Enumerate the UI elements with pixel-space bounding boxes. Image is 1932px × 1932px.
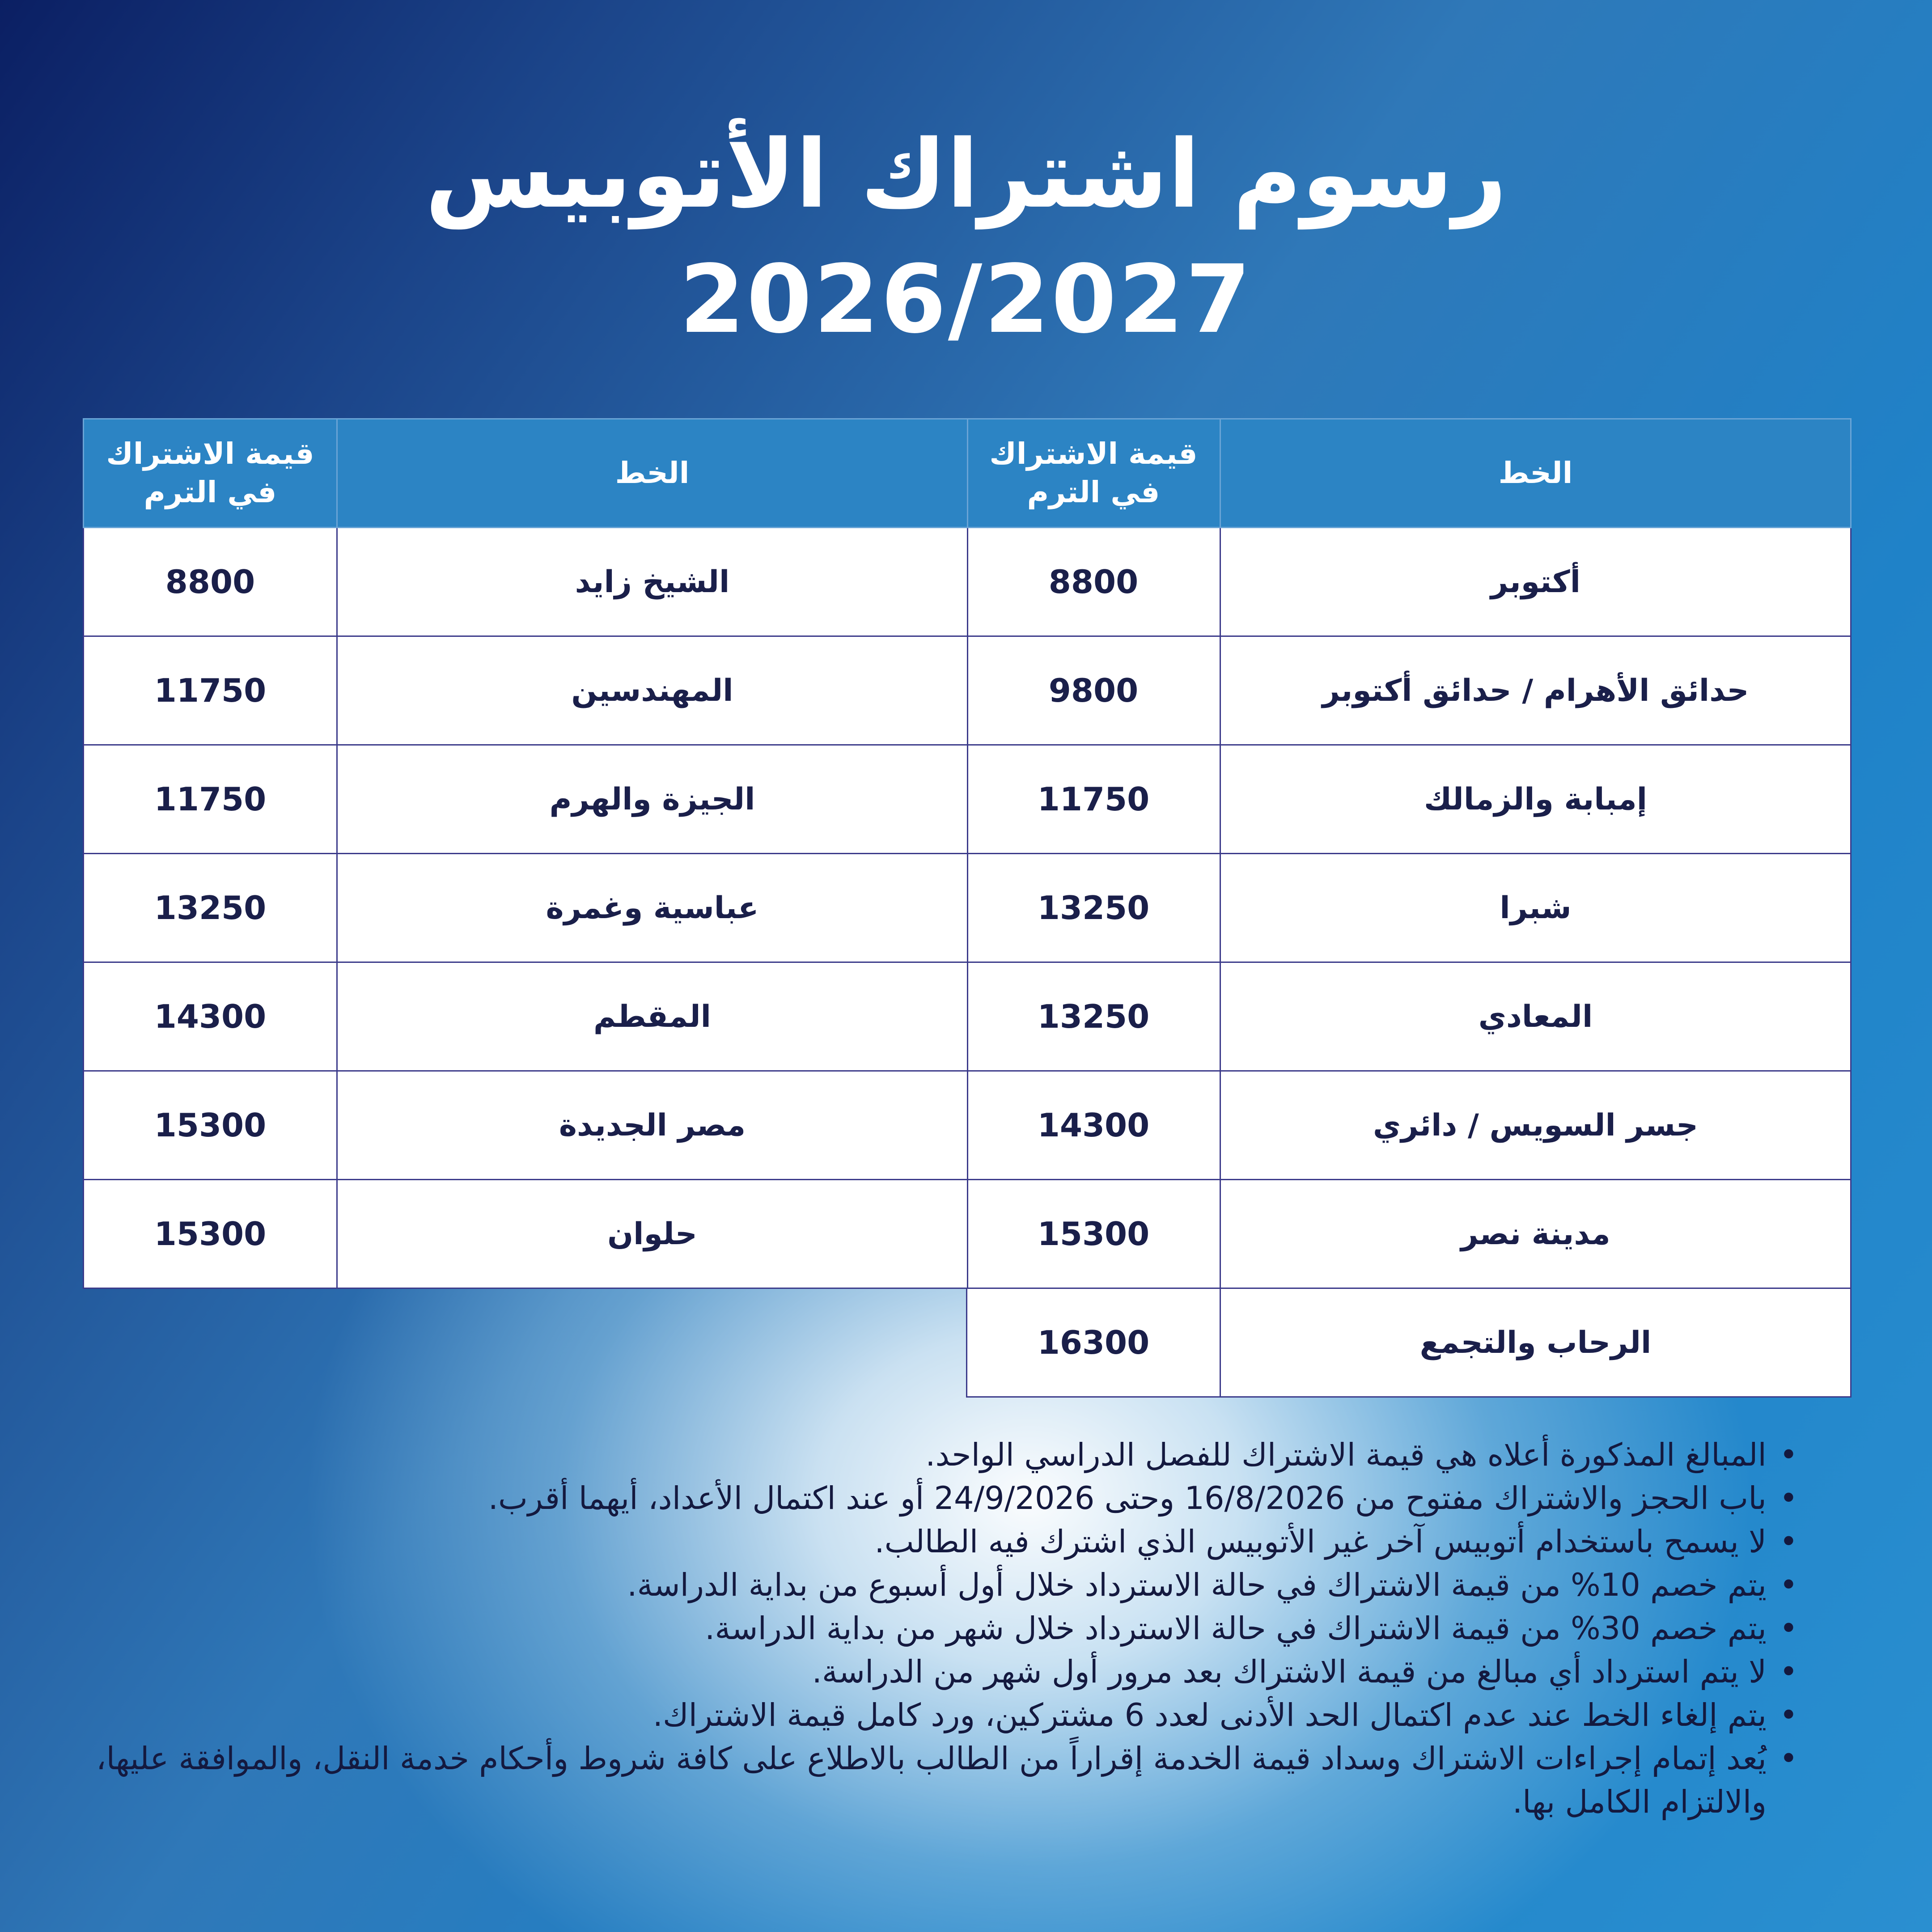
list-item: • يتم خصم 30% من قيمة الاشتراك في حالة الاسترداد خلال شهر من بداية الدراسة. — [72, 1607, 1798, 1650]
line-cell: عباسية وغمرة — [337, 854, 968, 962]
table-header-row — [967, 419, 1851, 528]
table-row — [84, 1071, 968, 1180]
line-cell: شبرا — [1220, 854, 1851, 962]
header-line: الخط — [337, 419, 968, 528]
list-item: • يتم خصم 10% من قيمة الاشتراك في حالة الاسترداد خلال أول أسبوع من بداية الدراسة. — [72, 1563, 1798, 1607]
price-cell: 15300 — [967, 1180, 1220, 1288]
list-item: • باب الحجز والاشتراك مفتوح من 16/8/2026 وحتى 24/9/2026 أو عند اكتمال الأعداد، أيهما أقرب. — [72, 1477, 1798, 1520]
table-row — [967, 528, 1851, 636]
price-cell: 9800 — [967, 636, 1220, 745]
price-cell: 14300 — [84, 962, 337, 1071]
page-title — [0, 112, 1932, 362]
table-row — [84, 528, 968, 636]
fees-table-right — [966, 418, 1852, 1398]
list-item: • لا يتم استرداد أي مبالغ من قيمة الاشتراك بعد مرور أول شهر من الدراسة. — [72, 1650, 1798, 1694]
header-price: قيمة الاشتراك في الترم — [967, 419, 1220, 528]
table-row — [967, 1288, 1851, 1397]
line-cell: حدائق الأهرام / حدائق أكتوبر — [1220, 636, 1851, 745]
table-row — [967, 962, 1851, 1071]
price-cell: 16300 — [967, 1288, 1220, 1397]
table-row — [967, 1180, 1851, 1288]
price-cell: 11750 — [84, 745, 337, 854]
line-cell: أكتوبر — [1220, 528, 1851, 636]
table-row — [84, 854, 968, 962]
table-row — [84, 1180, 968, 1288]
line-cell: المهندسين — [337, 636, 968, 745]
line-cell: حلوان — [337, 1180, 968, 1288]
list-item: • يتم إلغاء الخط عند عدم اكتمال الحد الأدنى لعدد 6 مشتركين، ورد كامل قيمة الاشتراك. — [72, 1694, 1798, 1737]
table-row — [967, 745, 1851, 854]
price-cell: 11750 — [967, 745, 1220, 854]
list-item: • لا يسمح باستخدام أتوبيس آخر غير الأتوبيس الذي اشترك فيه الطالب. — [72, 1520, 1798, 1563]
line-cell: المقطم — [337, 962, 968, 1071]
table-row — [967, 636, 1851, 745]
fees-table-left — [83, 418, 968, 1289]
price-cell: 15300 — [84, 1071, 337, 1180]
table-row — [84, 745, 968, 854]
price-cell: 15300 — [84, 1180, 337, 1288]
list-item: • يُعد إتمام إجراءات الاشتراك وسداد قيمة الخدمة إقراراً من الطالب بالاطلاع على كافة شروط وأحكام خدمة النقل، والموافقة عليها، والالتزام الكامل بها. — [72, 1737, 1798, 1824]
line-cell: الجيزة والهرم — [337, 745, 968, 854]
terms-list — [72, 1433, 1798, 1824]
line-cell: الشيخ زايد — [337, 528, 968, 636]
price-cell: 8800 — [84, 528, 337, 636]
table-row — [84, 636, 968, 745]
line-cell: جسر السويس / دائري — [1220, 1071, 1851, 1180]
price-cell: 13250 — [84, 854, 337, 962]
header-line: الخط — [1220, 419, 1851, 528]
table-row — [967, 854, 1851, 962]
line-cell: إمبابة والزمالك — [1220, 745, 1851, 854]
line-cell: مصر الجديدة — [337, 1071, 968, 1180]
price-cell: 13250 — [967, 962, 1220, 1071]
table-header-row — [84, 419, 968, 528]
price-cell: 8800 — [967, 528, 1220, 636]
price-cell: 13250 — [967, 854, 1220, 962]
price-cell: 11750 — [84, 636, 337, 745]
header-price: قيمة الاشتراك في الترم — [84, 419, 337, 528]
title-year: 2026/2027 — [679, 245, 1253, 354]
price-cell: 14300 — [967, 1071, 1220, 1180]
table-row — [84, 962, 968, 1071]
line-cell: مدينة نصر — [1220, 1180, 1851, 1288]
line-cell: الرحاب والتجمع — [1220, 1288, 1851, 1397]
title-text: رسوم اشتراك الأتوبيس — [425, 119, 1507, 229]
list-item: • المبالغ المذكورة أعلاه هي قيمة الاشتراك للفصل الدراسي الواحد. — [72, 1433, 1798, 1477]
table-row — [967, 1071, 1851, 1180]
line-cell: المعادي — [1220, 962, 1851, 1071]
